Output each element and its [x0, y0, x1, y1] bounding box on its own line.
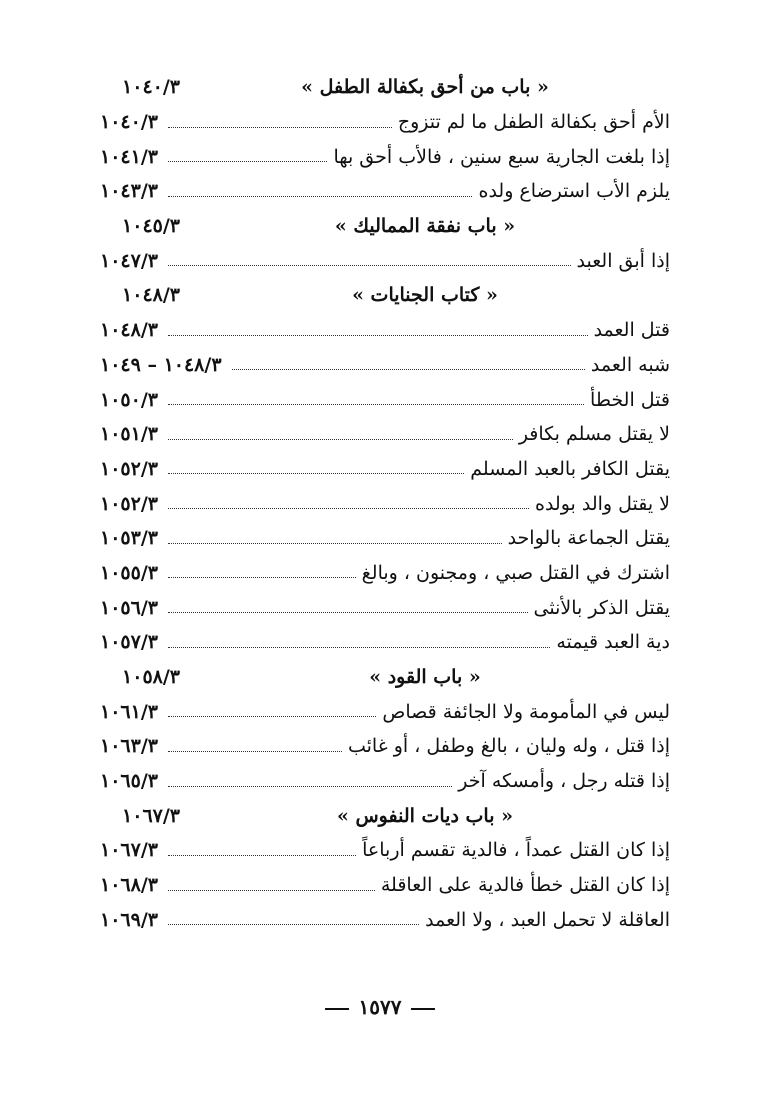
page-reference: ١٠٦٧/٣ [100, 839, 158, 862]
index-entry-row [100, 556, 670, 591]
entry-title: يلزم الأب استرضاع ولده [478, 180, 670, 203]
entry-title: العاقلة لا تحمل العبد ، ولا العمد [425, 908, 670, 931]
left-dash [325, 1008, 349, 1010]
entry-title: إذا كان القتل عمداً ، فالدية تقسم أرباعاً [362, 839, 670, 862]
index-entry-row [100, 521, 670, 556]
index-entry-row [100, 903, 670, 938]
dot-leader [168, 890, 375, 891]
index-heading-row [100, 209, 670, 244]
index-entry-row [100, 833, 670, 868]
heading-wrap [180, 666, 670, 688]
dot-leader [168, 439, 513, 440]
page-reference: ١٠٤٥/٣ [122, 215, 180, 238]
entry-title: إذا قتل ، وله وليان ، بالغ وطفل ، أو غائب [347, 735, 670, 758]
index-entry-row [100, 452, 670, 487]
dot-leader [168, 127, 392, 128]
page-reference: ١٠٤٧/٣ [100, 249, 158, 272]
index-entry-row [100, 625, 670, 660]
page-reference: ١٠٥٦/٣ [100, 596, 158, 619]
entry-title: ليس في المأمومة ولا الجائفة قصاص [382, 700, 670, 723]
dot-leader [168, 161, 327, 162]
index-heading-row [100, 660, 670, 695]
index-entry-row [100, 764, 670, 799]
dot-leader [168, 543, 502, 544]
dot-leader [232, 369, 585, 370]
entry-title: شبه العمد [590, 353, 670, 376]
page-reference: ١٠٤٨/٣ – ١٠٤٩ [100, 353, 222, 376]
page-number-footer [0, 995, 760, 1019]
index-entry-row [100, 174, 670, 209]
page-reference: ١٠٥٠/٣ [100, 388, 158, 411]
page-reference: ١٠٦٥/٣ [100, 770, 158, 793]
section-heading: « باب من أحق بكفالة الطفل » [301, 76, 549, 99]
page-reference: ١٠٤٣/٣ [100, 180, 158, 203]
index-entry-row [100, 868, 670, 903]
index-entry-row [100, 486, 670, 521]
entry-title: إذا كان القتل خطأ فالدية على العاقلة [380, 874, 670, 897]
entry-title: يقتل الجماعة بالواحد [507, 527, 670, 550]
entry-title: يقتل الكافر بالعبد المسلم [470, 457, 670, 480]
dot-leader [168, 473, 464, 474]
index-entry-row [100, 729, 670, 764]
entry-title: إذا قتله رجل ، وأمسكه آخر [458, 770, 670, 793]
entry-title: إذا أبق العبد [576, 249, 670, 272]
heading-wrap [180, 215, 670, 237]
dot-leader [168, 612, 528, 613]
page-reference: ١٠٤١/٣ [100, 145, 158, 168]
section-heading: « باب القود » [369, 666, 481, 689]
dot-leader [168, 786, 452, 787]
entry-title: قتل الخطأ [590, 388, 670, 411]
dot-leader [168, 855, 356, 856]
section-heading: « باب نفقة المماليك » [334, 215, 516, 238]
section-heading: « كتاب الجنايات » [352, 284, 498, 307]
index-entry-row [100, 105, 670, 140]
dot-leader [168, 335, 588, 336]
entry-title: يقتل الذكر بالأنثى [533, 596, 670, 619]
index-list [100, 70, 670, 937]
entry-title: قتل العمد [593, 319, 670, 342]
dot-leader [168, 577, 356, 578]
index-entry-row [100, 590, 670, 625]
entry-title: اشترك في القتل صبي ، ومجنون ، وبالغ [361, 561, 670, 584]
dot-leader [168, 716, 376, 717]
heading-wrap [180, 76, 670, 98]
dot-leader [168, 751, 342, 752]
index-entry-row [100, 139, 670, 174]
page-reference: ١٠٤٠/٣ [100, 111, 158, 134]
entry-title: لا يقتل مسلم بكافر [518, 423, 670, 446]
index-entry-row [100, 313, 670, 348]
entry-title: دية العبد قيمته [556, 631, 670, 654]
index-heading-row [100, 798, 670, 833]
index-heading-row [100, 70, 670, 105]
dot-leader [168, 647, 550, 648]
dot-leader [168, 265, 571, 266]
index-entry-row [100, 348, 670, 383]
entry-title: إذا بلغت الجارية سبع سنين ، فالأب أحق بها [333, 145, 670, 168]
page-reference: ١٠٦٨/٣ [100, 874, 158, 897]
dot-leader [168, 404, 584, 405]
index-entry-row [100, 382, 670, 417]
page-reference: ١٠٦٧/٣ [122, 804, 180, 827]
page-reference: ١٠٥٥/٣ [100, 561, 158, 584]
dot-leader [168, 196, 473, 197]
page-reference: ١٠٥٣/٣ [100, 527, 158, 550]
index-heading-row [100, 278, 670, 313]
dot-leader [168, 508, 529, 509]
index-entry-row [100, 694, 670, 729]
entry-title: الأم أحق بكفالة الطفل ما لم تتزوج [397, 111, 670, 134]
page-reference: ١٠٤٨/٣ [122, 284, 180, 307]
page-reference: ١٠٥٨/٣ [122, 666, 180, 689]
page-reference: ١٠٦١/٣ [100, 700, 158, 723]
page-reference: ١٠٥٢/٣ [100, 492, 158, 515]
page-reference: ١٠٥٢/٣ [100, 457, 158, 480]
page-reference: ١٠٤٠/٣ [122, 76, 180, 99]
index-entry-row [100, 417, 670, 452]
right-dash [411, 1008, 435, 1010]
dot-leader [168, 924, 419, 925]
heading-wrap [180, 284, 670, 306]
page-reference: ١٠٦٩/٣ [100, 908, 158, 931]
index-entry-row [100, 243, 670, 278]
page-reference: ١٠٤٨/٣ [100, 319, 158, 342]
section-heading: « باب ديات النفوس » [336, 804, 514, 827]
page-number: ١٥٧٧ [358, 995, 402, 1019]
page-reference: ١٠٥١/٣ [100, 423, 158, 446]
entry-title: لا يقتل والد بولده [534, 492, 670, 515]
page-reference: ١٠٥٧/٣ [100, 631, 158, 654]
page-reference: ١٠٦٣/٣ [100, 735, 158, 758]
heading-wrap [180, 805, 670, 827]
